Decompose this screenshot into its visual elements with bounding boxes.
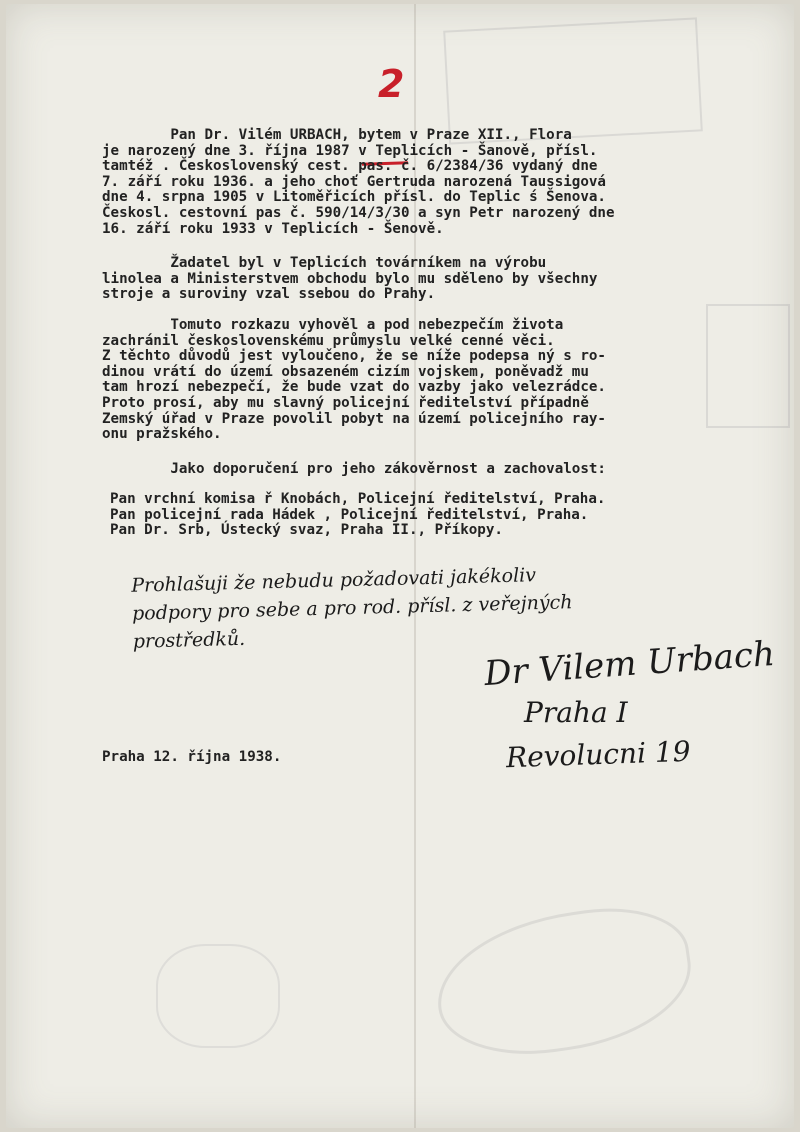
paragraph-request: Tomuto rozkazu vyhověl a pod nebezpečím života zachránil československému průmyslu velké cenné věci. Z těchto důvodů jest vyloučeno, že se níže podepsa ný s ro- dinou vrátí do území obsazeném cizím vojskem, poněvadž mu tam hrozí nebezpečí, že bude vzat do vazby jako velezrádce. Proto prosí, aby mu slavný policejní ředitelství případně Zemský úřad v Praze povolil pobyt na území policejního ray- onu pražského. [102,317,606,443]
place-and-date: Praha 12. října 1938. [102,749,282,765]
signature: Dr Vilem Urbach [482,633,777,695]
page-number: 2 [378,62,405,106]
paragraph-recommendations-intro: Jako doporučení pro jeho zákověrnost a zachovalost: [102,461,606,477]
bleed-through-scribble [428,897,700,1067]
paragraph-occupation: Žadatel byl v Teplicích továrníkem na výrobu linolea a Ministerstvem obchodu bylo mu sděleno by všechny stroje a suroviny vzal ssebou do Prahy. [102,255,598,303]
bleed-through-scribble-2 [156,944,280,1048]
bleed-through-stamp-box [706,304,790,428]
document-page [6,4,794,1128]
recommendations-list: Pan vrchní komisa ř Knobách, Policejní ředitelství, Praha. Pan policejní rada Hádek , Policejní ředitelství, Praha. Pan Dr. Srb, Ústecký svaz, Praha II., Příkopy. [110,491,606,539]
signature-address-line1: Praha I [524,696,628,729]
handwritten-statement: Prohlašuji že nebudu požadovati jakékoliv podpory pro sebe a pro rod. přísl. z veřejných prostředků. [131,564,573,653]
signature-address-line2: Revolucni 19 [505,734,692,775]
bleed-through-stamp [443,17,703,144]
paragraph-applicant-details: Pan Dr. Vilém URBACH, bytem v Praze XII., Flora je narozený dne 3. října 1987 v Teplicích - Šanově, přísl. tamtéž . Československý cest. pas. č. 6/2384/36 vydaný dne 7. září roku 1936. a jeho choť Gertruda narozená Taussigová dne 4. srpna 1905 v Litoměřicích přísl. do Teplic ś Šenova. Českosl. cestovní pas č. 590/14/3/30 a syn Petr narozený dne 16. září roku 1933 v Teplicích - Šenově. [102,127,615,237]
